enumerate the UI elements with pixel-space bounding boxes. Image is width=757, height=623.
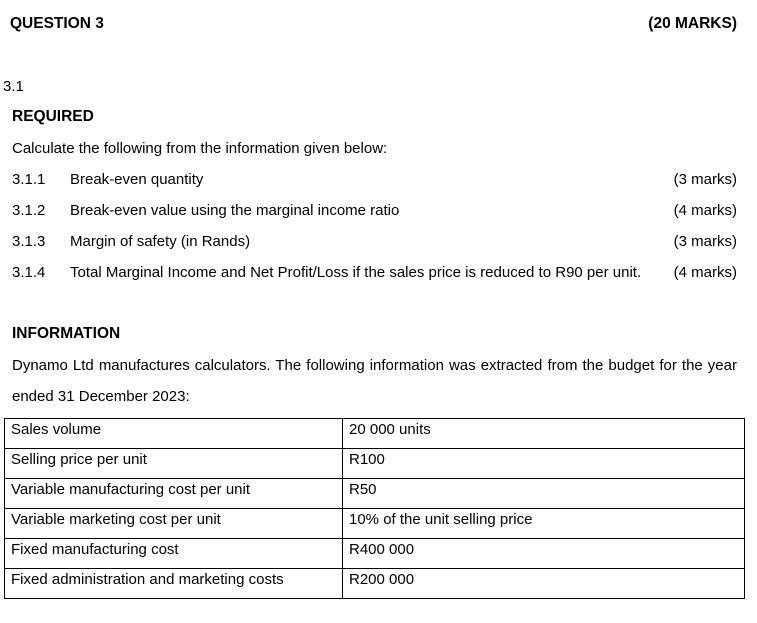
table-row <box>5 509 745 539</box>
item-number: 3.1.3 <box>12 233 46 250</box>
item-number: 3.1.4 <box>12 264 46 281</box>
table-value-cell: R200 000 <box>343 569 745 599</box>
item-text: Margin of safety (in Rands) <box>70 233 251 250</box>
item-text: Total Marginal Income and Net Profit/Loss if the sales price is reduced to R90 per unit. <box>70 264 642 281</box>
item-text: Break-even value using the marginal income ratio <box>70 202 400 219</box>
table-value-cell: R50 <box>343 479 745 509</box>
information-table <box>4 418 745 599</box>
item-text: Break-even quantity <box>70 171 204 188</box>
table-label-cell: Sales volume <box>5 419 343 449</box>
table-value-cell: 20 000 units <box>343 419 745 449</box>
total-marks: (20 MARKS) <box>648 15 737 32</box>
table-row <box>5 419 745 449</box>
item-marks: (4 marks) <box>673 202 737 219</box>
information-paragraph-continued: ended 31 December 2023: <box>12 388 190 405</box>
table-value-cell: R100 <box>343 449 745 479</box>
item-marks: (3 marks) <box>673 171 737 188</box>
section-number: 3.1 <box>3 78 24 95</box>
table-label-cell: Fixed manufacturing cost <box>5 539 343 569</box>
table-label-cell: Selling price per unit <box>5 449 343 479</box>
table-row <box>5 569 745 599</box>
item-number: 3.1.2 <box>12 202 46 219</box>
table-label-cell: Variable manufacturing cost per unit <box>5 479 343 509</box>
item-number: 3.1.1 <box>12 171 46 188</box>
question-title: QUESTION 3 <box>10 15 104 32</box>
table-label-cell: Fixed administration and marketing costs <box>5 569 343 599</box>
table-row <box>5 539 745 569</box>
table-value-cell: R400 000 <box>343 539 745 569</box>
information-heading: INFORMATION <box>12 325 121 342</box>
table-row <box>5 479 745 509</box>
instruction-text: Calculate the following from the information given below: <box>12 140 388 157</box>
item-marks: (4 marks) <box>673 264 737 281</box>
table-label-cell: Variable marketing cost per unit <box>5 509 343 539</box>
information-paragraph: Dynamo Ltd manufactures calculators. The following information was extracted from the budget for the year <box>12 357 737 374</box>
item-marks: (3 marks) <box>673 233 737 250</box>
required-heading: REQUIRED <box>12 108 94 125</box>
table-value-cell: 10% of the unit selling price <box>343 509 745 539</box>
table-row <box>5 449 745 479</box>
